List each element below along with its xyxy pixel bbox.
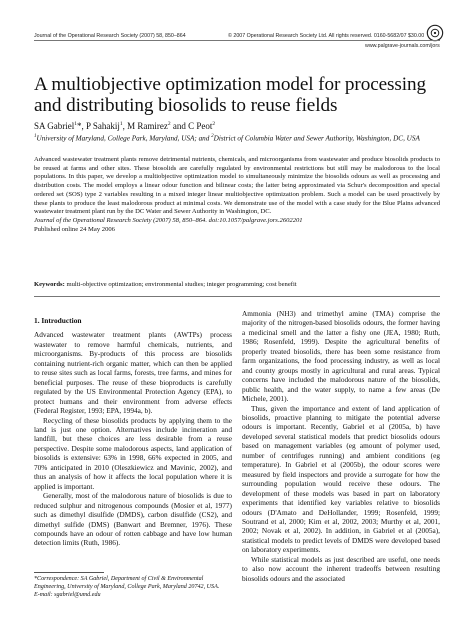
abstract: [34, 156, 440, 234]
published-date: Published online 24 May 2006: [34, 225, 115, 233]
keywords-rule: [34, 296, 440, 297]
copyright-header: © 2007 Operational Research Society Ltd. All rights reserved. 0160-5682/07 $30.00: [228, 33, 425, 39]
right-column: [242, 309, 440, 583]
paragraph: While statistical models as just described are useful, one needs to also now account the inherent tradeoffs between resulting biosolids odours and the associated: [242, 554, 440, 583]
paragraph: Thus, given the importance and extent of land application of biosolids, proactive planning to mitigate the potential adverse odours is important. Recently, Gabriel et al (2005a, b) have developed several statistical models that predict biosolids odours based on management variables (eg amount of polymer used, number of centrifuges running) and ambient conditions (eg temperature). In Gabriel et al (2005b), the odour scores were measured by field inspectors and provide a surrogate for how the surrounding population would receive these odours. The development of these models was based in part on laboratory experiments that identified key variables relative to biosolids odours (D'Amato and DeHollander, 1999; Rosenfeld, 1999; Soutrand et al, 2000; Kim et al, 2002, 2003; Murthy et al, 2001, 2002; Novak et al, 2002). In addition, in Gabriel et al (2005a), statistical models to predict levels of DMDS were developed based on laboratory experiments.: [242, 403, 440, 555]
email-note[interactable]: E-mail: sgabriel@umd.edu: [34, 591, 101, 598]
left-column: [34, 316, 232, 548]
header-rule: [34, 40, 440, 41]
keywords: [34, 281, 440, 288]
abstract-text: Advanced wastewater treatment plants remove detrimental nutrients, chemicals, and microorganisms from wastewater and produce biosolids products to be reused at farms and other sites. These biosolids are carefully regulated by environmental restrictions but still may be malodorous to the local populations. In this paper, we develop a multiobjective optimization model to simultaneously minimize the biosolids odours as well as processing and distribution costs. The model employs a linear odour function and bilinear costs; the latter being approximated via Schur's decomposition and special ordered set (SOS) type 2 variables resulting in a mixed integer linear multiobjective optimization problem. Such a model can be used proactively by these plants to produce the least malodorous product at minimal costs. We demonstrate use of the model with a case study for the Blue Plains advanced wastewater treatment plant run by the DC Water and Sewer Authority in Washington, DC.: [34, 156, 440, 216]
affiliations: $^1$University of Maryland, College Park, Maryland, USA; and $^2$District of Columbia Water and Sewer Authority, Washington, DC, USA: [34, 134, 420, 143]
article-title: A multiobjective optimization model for processing and distributing biosolids to reuse fields: [34, 74, 426, 116]
paragraph: Generally, most of the malodorous nature of biosolids is due to reduced sulphur and nitrogenous compounds (Mosier et al, 1977) such as dimethyl disulfide (DMDS), carbon disulfide (CS2), and dimethyl sulfide (DMS) (Banwart and Bremner, 1976). These compounds have an odour of rotten cabbage and have low human detection limits (Ruth, 1986).: [34, 491, 232, 548]
author-list: SA Gabriel$^1$*, P Sahakij$^1$, M Ramirez$^2$ and C Peot$^2$: [34, 121, 216, 131]
journal-url[interactable]: www.palgrave-journals.com/jors: [365, 43, 440, 49]
journal-header: Journal of the Operational Research Society (2007) 58, 850–864: [34, 33, 186, 39]
section-heading: 1. Introduction: [34, 316, 82, 325]
paragraph: Recycling of these biosolids products by applying them to the land is just one option. Alternatives include incineration and landfill, but these choices are less desirable from a reuse perspective. Despite some malodorous aspects, land application of biosolids is extensive: 63% in 1998, 66% expected in 2005, and 70% anticipated in 2010 (Oleszkiewicz and Mavinic, 2002), and thus an analysis of how it affects the local population where it is applied is important.: [34, 415, 232, 491]
paragraph: Advanced wastewater treatment plants (AWTPs) process wastewater to remove harmful chemicals, nutrients, and microorganisms. By-products of this process are biosolids containing nutrient-rich organic matter, which can then be applied to reuse sites such as local farms, forests, tree farms, and mines for beneficial purposes. The reuse of these bioproducts is carefully regulated by the US Environmental Protection Agency (EPA), to protect humans and their environment from adverse effects (Federal Register, 1993; EPA, 1994a, b).: [34, 330, 232, 416]
correspondence-note: *Correspondence: SA Gabriel, Department of Civil & Environmental Engineering, University of Maryland, College Park, Maryland 20742, USA.: [34, 576, 220, 590]
keywords-list: multi-objective optimization; environmental studies; integer programming; cost benefit: [66, 281, 297, 288]
citation-line: Journal of the Operational Research Society (2007) 58, 850–864. doi:10.1057/palgrave.jors.2602201: [34, 216, 303, 224]
footnote-rule: [34, 572, 104, 573]
footnote: [34, 576, 232, 599]
keywords-label: Keywords:: [34, 281, 65, 288]
paragraph: Ammonia (NH3) and trimethyl amine (TMA) comprise the majority of the nitrogen-based biosolids odours, the former having a medicinal smell and the latter a fishy one (JEA, 1980; Ruth, 1986; Rosenfeld, 1999). Despite the agricultural benefits of properly treated biosolids, there has been some resistance from farm organizations, the food processing industry, as well as local and county groups mostly in agricultural and rural areas. Typical concerns have included the malodorous nature of the biosolids, public health, and the water supply, to name a few areas (De Michele, 2001).: [242, 309, 440, 404]
